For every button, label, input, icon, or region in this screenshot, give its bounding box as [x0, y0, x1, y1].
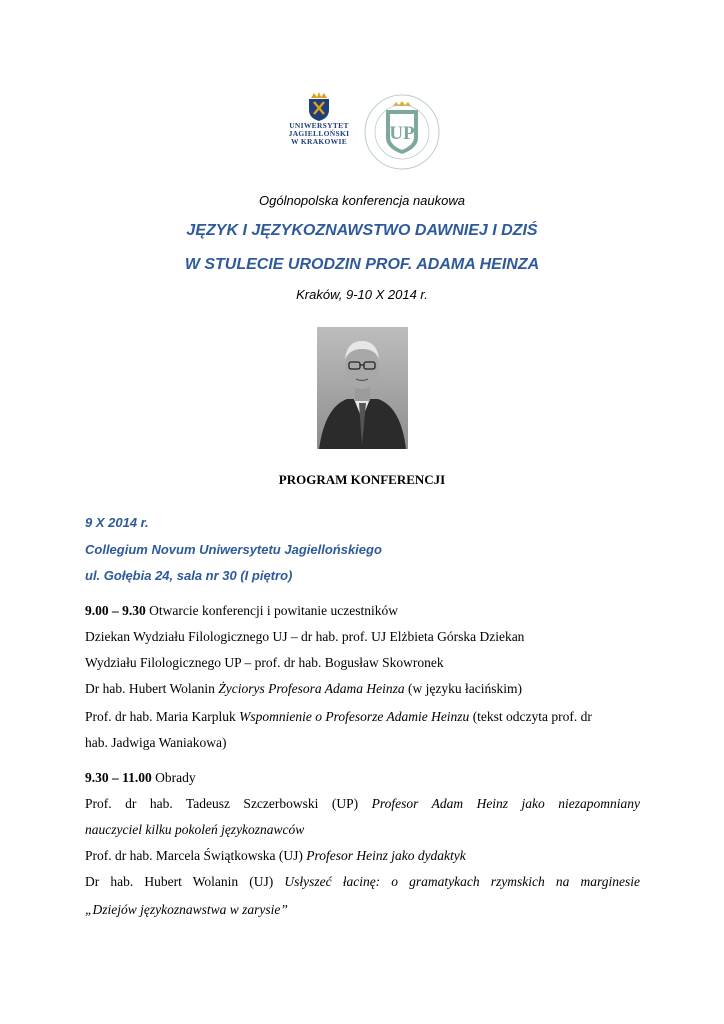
conference-title-line2: W STULECIE URODZIN PROF. ADAMA HEINZA: [184, 256, 540, 273]
talk-note: (w języku łacińskim): [404, 681, 522, 696]
up-seal-icon: [362, 92, 442, 172]
up-initials: UP: [389, 123, 415, 144]
talk-note: (tekst odczyta prof. dr: [469, 709, 592, 724]
session-2-talk-1-cont: [85, 822, 640, 838]
talk-title: Profesor Heinz jako dydaktyk: [306, 848, 466, 863]
session-2-talk-2: [85, 848, 640, 864]
talk-title: Życiorys Profesora Adama Heinza: [218, 681, 405, 696]
session-1-time: 9.00 – 9.30: [85, 603, 146, 618]
session-2-time: 9.30 – 11.00: [85, 770, 152, 785]
uj-name-line2: JAGIELLOŃSKI: [288, 129, 350, 138]
session-1-opening-b: Wydziału Filologicznego UP – prof. dr hab. Bogusław Skowronek: [85, 655, 444, 670]
session-2-talk-3: [85, 874, 640, 890]
session-1-header: [85, 603, 640, 619]
uj-logo: [283, 92, 355, 162]
talk-speaker: Dr hab. Hubert Wolanin: [85, 681, 219, 696]
talk-speaker: Prof. dr hab. Marcela Świątkowska (UJ): [85, 848, 307, 863]
session-1-talk-1: [85, 681, 640, 697]
session-2-talk-1: [85, 796, 640, 812]
talk-speaker: Prof. dr hab. Maria Karpluk: [85, 709, 240, 724]
venue-date: 9 X 2014 r.: [85, 515, 149, 530]
session-1-talk-2: [85, 709, 640, 725]
venue-institution: Collegium Novum Uniwersytetu Jagiellońskiego: [85, 542, 382, 557]
session-1-title: Otwarcie konferencji i powitanie uczestników: [145, 603, 399, 618]
program-heading: PROGRAM KONFERENCJI: [278, 472, 446, 487]
logos: [0, 92, 724, 170]
talk-title-cont: nauczyciel kilku pokoleń językoznawców: [85, 822, 305, 837]
portrait-photo: [317, 327, 408, 449]
talk-speaker: Prof. dr hab. Tadeusz Szczerbowski (UP): [85, 796, 372, 811]
session-2-talk-3-cont: [85, 902, 640, 918]
place-date: Kraków, 9-10 X 2014 r.: [296, 287, 428, 302]
conference-subtitle: Ogólnopolska konferencja naukowa: [259, 193, 465, 208]
talk-title-cont: „Dziejów językoznawstwa w zarysie”: [85, 902, 288, 917]
up-logo: [362, 92, 442, 172]
uj-crest-icon: [307, 92, 331, 122]
session-2-title: Obrady: [151, 770, 196, 785]
session-2-header: [85, 770, 640, 786]
session-1-talk-2-cont: hab. Jadwiga Waniakowa): [85, 735, 227, 750]
talk-title: Wspomnienie o Profesorze Adamie Heinzu: [239, 709, 470, 724]
talk-title: Profesor Adam Heinz jako niezapomniany: [371, 796, 640, 811]
conference-title-line1: JĘZYK I JĘZYKOZNAWSTWO DAWNIEJ I DZIŚ: [186, 222, 538, 239]
session-1-opening-a: Dziekan Wydziału Filologicznego UJ – dr hab. prof. UJ Elżbieta Górska Dziekan: [85, 629, 525, 644]
venue-address: ul. Gołębia 24, sala nr 30 (I piętro): [85, 568, 293, 583]
uj-name-line3: W KRAKOWIE: [291, 137, 347, 146]
uj-name-line1: UNIWERSYTET: [289, 121, 349, 130]
talk-speaker: Dr hab. Hubert Wolanin (UJ): [85, 874, 285, 889]
talk-title: Usłyszeć łacinę: o gramatykach rzymskich na marginesie: [284, 874, 640, 889]
